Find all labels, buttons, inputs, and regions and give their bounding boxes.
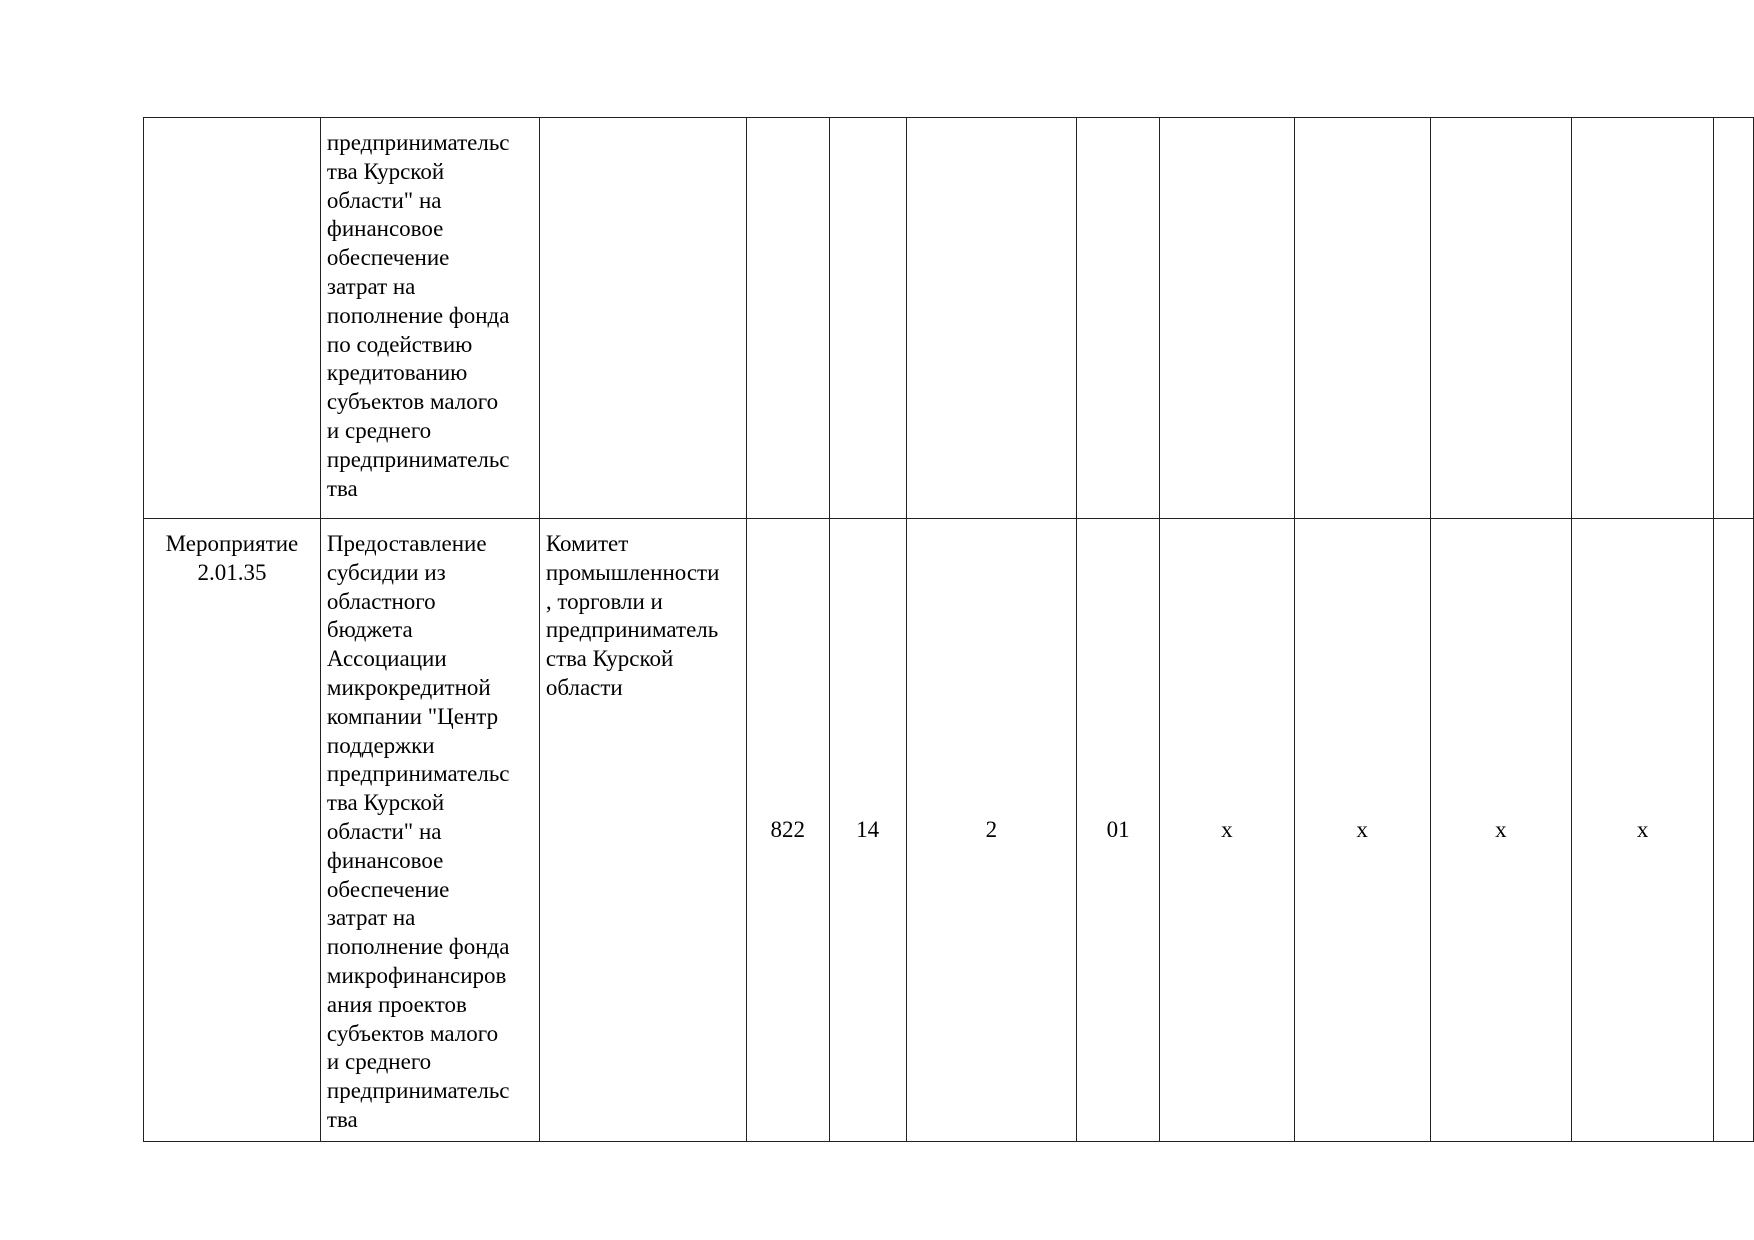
data-cell	[1713, 118, 1753, 519]
description-text: Предоставление субсидии из областного бюджета Ассоциации микрокредитной компании "Центр поддержки предпринимательс тва Курской области" на финансовое обеспечение затрат на пополнение фонда микрофинансиров ания проектов субъектов малого и среднего предпринимательс тва	[326, 531, 510, 1132]
measure-id: Мероприятие 2.01.35	[165, 531, 299, 585]
document-table	[143, 117, 1754, 1142]
executor-text: Комитет промышленности , торговли и предприниматель ства Курской области	[545, 531, 720, 700]
description-cell	[320, 118, 539, 519]
value-cell: x	[1430, 519, 1572, 1142]
value-cell: x	[1294, 519, 1430, 1142]
data-cell	[829, 118, 906, 519]
data-cell	[1430, 118, 1572, 519]
id-cell	[144, 118, 321, 519]
data-cell	[1160, 118, 1295, 519]
section-code-cell: 14	[829, 519, 906, 1142]
data-cell	[1077, 118, 1160, 519]
description-cell	[320, 519, 539, 1142]
program-code-cell: 01	[1077, 519, 1160, 1142]
grbs-code-cell: 822	[746, 519, 829, 1142]
subsection-code-cell: 2	[906, 519, 1077, 1142]
description-text: предпринимательс тва Курской области" на финансовое обеспечение затрат на пополнение фонда по содействию кредитованию субъектов малого и среднего предпринимательс тва	[326, 130, 510, 501]
table-row	[144, 519, 1754, 1142]
table-row	[144, 118, 1754, 519]
value-cell	[1713, 519, 1753, 1142]
value-cell: x	[1572, 519, 1714, 1142]
data-cell	[1572, 118, 1714, 519]
id-cell	[144, 519, 321, 1142]
executor-cell	[539, 118, 746, 519]
data-cell	[1294, 118, 1430, 519]
data-cell	[746, 118, 829, 519]
executor-cell	[539, 519, 746, 1142]
data-cell	[906, 118, 1077, 519]
value-cell: x	[1160, 519, 1295, 1142]
